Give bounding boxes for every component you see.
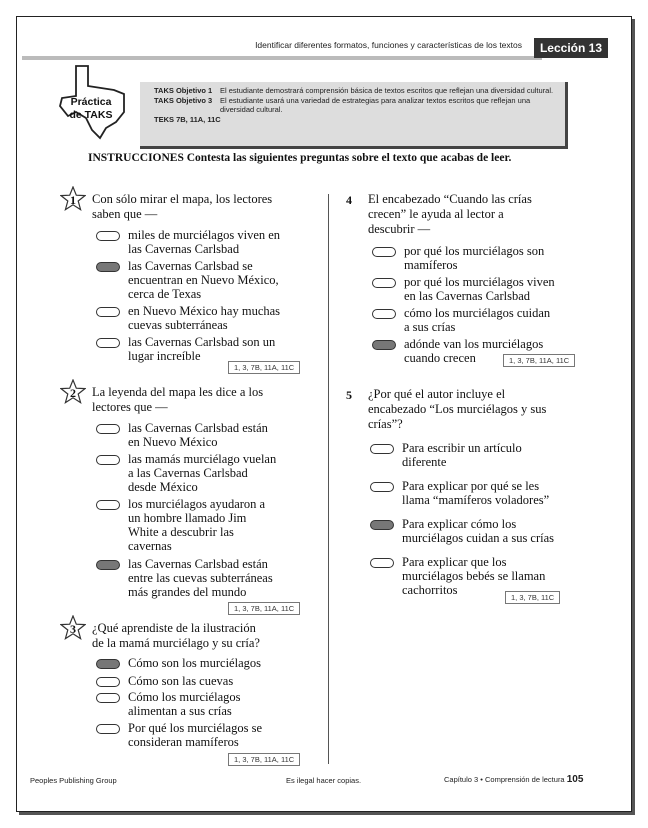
answer-text-line: a las Cavernas Carlsbad <box>128 466 248 480</box>
answer-bubble[interactable] <box>96 424 120 434</box>
answer-bubble[interactable] <box>96 307 120 317</box>
footer-notice: Es ilegal hacer copias. <box>286 776 362 785</box>
answer-text-line: las Cavernas Carlsbad <box>128 242 240 256</box>
question-stem <box>368 387 546 432</box>
answer-option[interactable] <box>96 335 275 363</box>
page-number: 105 <box>566 774 584 785</box>
answer-option[interactable] <box>96 674 233 688</box>
answer-bubble-filled[interactable] <box>372 340 396 350</box>
practice-badge <box>60 96 122 124</box>
objective1-text: El estudiante demostrará comprensión básica de textos escritos que reflejan una diversidad cultural. <box>220 86 554 95</box>
column-divider <box>328 194 329 764</box>
answer-bubble[interactable] <box>370 558 394 568</box>
footer-chapter-text: Capítulo 3 • Comprensión de lectura <box>444 775 565 784</box>
footer-chapter <box>444 774 583 785</box>
answer-text-line: las Cavernas Carlsbad están <box>128 557 268 571</box>
answer-option[interactable] <box>370 517 554 545</box>
answer-bubble[interactable] <box>370 444 394 454</box>
objective1-label: TAKS Objetivo 1 <box>154 86 213 95</box>
question-number: 1 <box>70 193 76 207</box>
answer-text-line: Para explicar por qué se les <box>402 479 540 493</box>
header-rule <box>22 56 542 60</box>
answer-text-line: alimentan a sus crías <box>128 704 232 718</box>
answer-bubble-filled[interactable] <box>96 262 120 272</box>
answer-text-line: las Cavernas Carlsbad son un <box>128 335 276 349</box>
answer-text <box>404 275 555 303</box>
answer-text-line: adónde van los murciélagos <box>404 337 544 351</box>
answer-bubble[interactable] <box>96 338 120 348</box>
question-stem-line: de la mamá murciélago y su cría? <box>92 636 260 650</box>
answer-text <box>404 244 544 272</box>
answer-text-line: las mamás murciélago vuelan <box>128 452 277 466</box>
answer-bubble[interactable] <box>96 231 120 241</box>
answer-text-line: diferente <box>402 455 447 469</box>
answer-text-line: Cómo son las cuevas <box>128 674 234 688</box>
question-stem-line: ¿Por qué el autor incluye el <box>368 387 506 401</box>
question-stem-line: encabezado “Los murciélagos y sus <box>368 402 547 416</box>
answer-text-line: cachorritos <box>402 583 458 597</box>
standards-code: 1, 3, 7B, 11A, 11C <box>503 354 575 367</box>
instructions: INSTRUCCIONES Contesta las siguientes preguntas sobre el texto que acabas de leer. <box>88 152 512 164</box>
answer-text-line: lugar increíble <box>128 349 201 363</box>
question-stem <box>92 192 272 222</box>
answer-text-line: consideran mamíferos <box>128 735 239 749</box>
question-stem <box>92 621 260 651</box>
answer-text-line: las Cavernas Carlsbad están <box>128 421 268 435</box>
answer-text-line: Para explicar que los <box>402 555 507 569</box>
answer-text <box>128 259 279 301</box>
answer-option[interactable] <box>370 441 522 469</box>
answer-option[interactable] <box>96 259 279 301</box>
answer-bubble[interactable] <box>372 309 396 319</box>
answer-option[interactable] <box>372 275 555 303</box>
answer-option[interactable] <box>96 656 261 670</box>
answer-text-line: desde México <box>128 480 198 494</box>
question-number: 3 <box>70 622 76 636</box>
standards-code: 1, 3, 7B, 11A, 11C <box>228 602 300 615</box>
answer-bubble[interactable] <box>96 500 120 510</box>
answer-bubble[interactable] <box>96 677 120 687</box>
answer-text-line: murciélagos bebés se llaman <box>402 569 546 583</box>
answer-text <box>128 656 261 670</box>
question-number: 2 <box>70 386 76 400</box>
answer-option[interactable] <box>96 497 265 553</box>
badge-line1: Práctica <box>70 96 112 108</box>
answer-bubble[interactable] <box>96 455 120 465</box>
answer-text-line: en Nuevo México <box>128 435 218 449</box>
answer-text <box>402 517 554 545</box>
answer-bubble[interactable] <box>96 693 120 703</box>
answer-text-line: Para escribir un artículo <box>402 441 522 455</box>
answer-bubble[interactable] <box>372 247 396 257</box>
lesson-badge: Lección 13 <box>534 38 608 58</box>
answer-text-line: Por qué los murciélagos se <box>128 721 263 735</box>
answer-text-line: cerca de Texas <box>128 287 202 301</box>
question-stem-line: El encabezado “Cuando las crías <box>368 192 532 206</box>
answer-option[interactable] <box>96 228 280 256</box>
answer-text-line: Cómo son los murciélagos <box>128 656 261 670</box>
answer-text-line: mamíferos <box>404 258 458 272</box>
answer-text-line: los murciélagos ayudaron a <box>128 497 266 511</box>
question-stem-line: lectores que — <box>92 400 168 414</box>
answer-text-line: encuentran en Nuevo México, <box>128 273 279 287</box>
answer-bubble-filled[interactable] <box>96 560 120 570</box>
answer-text-line: miles de murciélagos viven en <box>128 228 281 242</box>
answer-text-line: a sus crías <box>404 320 456 334</box>
answer-text-line: más grandes del mundo <box>128 585 247 599</box>
answer-text <box>402 479 549 507</box>
answer-text-line: cuevas subterráneas <box>128 318 228 332</box>
objective3-text: El estudiante usará una variedad de estrategias para analizar textos escritos que reflejan una diversidad cultural. <box>220 96 531 114</box>
answer-bubble-filled[interactable] <box>370 520 394 530</box>
question-number: 5 <box>346 388 352 402</box>
answer-option[interactable] <box>370 479 549 507</box>
answer-text-line: por qué los murciélagos viven <box>404 275 555 289</box>
answer-text <box>128 452 276 494</box>
question-stem-line: ¿Qué aprendiste de la ilustración <box>92 621 256 635</box>
answer-text-line: en Nuevo México hay muchas <box>128 304 281 318</box>
answer-text-line: cavernas <box>128 539 172 553</box>
answer-text <box>404 306 550 334</box>
teks-label: TEKS 7B, 11A, 11C <box>154 115 221 124</box>
answer-bubble[interactable] <box>370 482 394 492</box>
standards-code: 1, 3, 7B, 11A, 11C <box>228 361 300 374</box>
question-stem-line: crías”? <box>368 417 403 431</box>
answer-text-line: cómo los murciélagos cuidan <box>404 306 551 320</box>
question-stem-line: La leyenda del mapa les dice a los <box>92 385 264 399</box>
taks-objectives-box <box>140 82 568 149</box>
answer-option[interactable] <box>372 244 544 272</box>
answer-bubble[interactable] <box>96 724 120 734</box>
answer-text-line: cuando crecen <box>404 351 476 365</box>
answer-text <box>128 690 241 718</box>
standards-code: 1, 3, 7B, 11A, 11C <box>228 753 300 766</box>
standards-code: 1, 3, 7B, 11C <box>505 591 560 604</box>
answer-text <box>128 721 262 749</box>
answer-text <box>128 304 280 332</box>
badge-line2: de TAKS <box>69 109 113 122</box>
answer-text-line: entre las cuevas subterráneas <box>128 571 273 585</box>
footer-publisher: Peoples Publishing Group <box>30 776 117 785</box>
answer-text-line: por qué los murciélagos son <box>404 244 545 258</box>
question-stem-line: saben que — <box>92 207 158 221</box>
answer-text <box>128 674 233 688</box>
answer-text-line: las Cavernas Carlsbad se <box>128 259 253 273</box>
answer-bubble-filled[interactable] <box>96 659 120 669</box>
answer-text <box>128 335 275 363</box>
answer-option[interactable] <box>96 721 262 749</box>
question-stem-line: Con sólo mirar el mapa, los lectores <box>92 192 273 206</box>
answer-text-line: Para explicar cómo los <box>402 517 517 531</box>
question-stem <box>368 192 532 237</box>
answer-text-line: murciélagos cuidan a sus crías <box>402 531 555 545</box>
answer-bubble[interactable] <box>372 278 396 288</box>
question-number: 4 <box>346 193 352 207</box>
answer-text-line: en las Cavernas Carlsbad <box>404 289 531 303</box>
answer-option[interactable] <box>96 421 268 449</box>
answer-option[interactable] <box>96 452 276 494</box>
objective3-label: TAKS Objetivo 3 <box>154 96 213 105</box>
question-stem <box>92 385 263 415</box>
question-stem-line: descubrir — <box>368 222 431 236</box>
answer-option[interactable] <box>96 557 273 599</box>
answer-text <box>128 497 265 553</box>
answer-text-line: Cómo los murciélagos <box>128 690 241 704</box>
answer-option[interactable] <box>96 304 280 332</box>
header-topic: Identificar diferentes formatos, funciones y características de los textos <box>255 40 522 50</box>
answer-text-line: un hombre llamado Jim <box>128 511 247 525</box>
answer-option[interactable] <box>96 690 241 718</box>
answer-text <box>402 441 522 469</box>
answer-text <box>128 421 268 449</box>
question-stem-line: crecen” le ayuda al lector a <box>368 207 504 221</box>
answer-text-line: llama “mamíferos voladores” <box>402 493 550 507</box>
answer-text <box>128 557 273 599</box>
answer-text <box>128 228 280 256</box>
answer-text-line: White a descubrir las <box>128 525 234 539</box>
answer-option[interactable] <box>372 306 550 334</box>
